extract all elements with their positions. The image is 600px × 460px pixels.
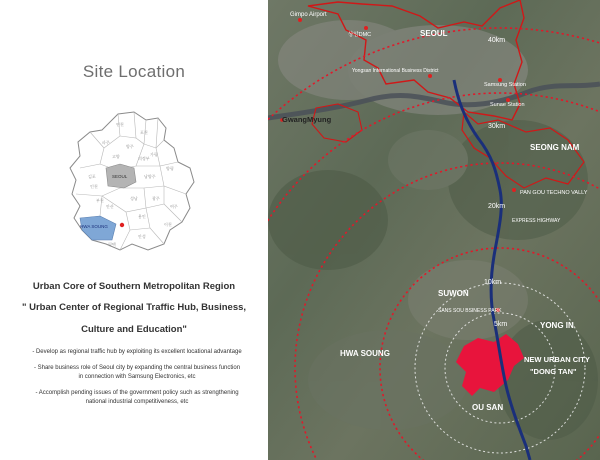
label-ou-san: OU SAN xyxy=(472,403,504,412)
label-samsung-park: SANS SOU BSINESS PARK xyxy=(438,308,502,314)
label-suwon: SUWON xyxy=(438,289,469,298)
label-yong-in: YONG IN xyxy=(540,321,574,330)
label-30km: 30km xyxy=(488,123,506,130)
label-gwangmyung: GwangMyung xyxy=(282,115,332,124)
label-pangyo: PAN GOU TECHNO VALLY xyxy=(520,190,588,196)
label-seong-nam: SEONG NAM xyxy=(530,143,580,152)
bullet-item xyxy=(6,389,268,408)
label-new-city-line2: "DONG TAN" xyxy=(530,367,577,376)
label-yongsan: Yongsan International Business District xyxy=(352,68,439,74)
site-marker xyxy=(120,223,124,227)
svg-text:의정부: 의정부 xyxy=(138,156,150,161)
svg-text:고양: 고양 xyxy=(112,154,120,159)
svg-text:용인: 용인 xyxy=(138,214,146,219)
svg-text:이천: 이천 xyxy=(164,222,172,227)
label-seoul: SEOUL xyxy=(420,29,448,38)
map-canvas xyxy=(268,0,600,460)
svg-text:평택: 평택 xyxy=(108,242,116,247)
svg-text:여주: 여주 xyxy=(170,204,178,209)
bullet-item xyxy=(6,364,268,383)
bullet-line: - Accomplish pending issues of the government policy such as strengthening xyxy=(35,389,239,396)
svg-text:양주: 양주 xyxy=(126,144,134,149)
svg-text:양평: 양평 xyxy=(166,166,174,171)
minimap-seoul-label: SEOUL xyxy=(112,174,128,179)
svg-text:부천: 부천 xyxy=(96,198,104,203)
svg-text:성남: 성남 xyxy=(130,196,138,201)
label-dmc: 상암DMC xyxy=(348,32,372,38)
heading-line-2: " Urban Center of Regional Traffic Hub, Business, xyxy=(21,302,247,313)
label-hwa-soung: HWA SOUNG xyxy=(340,349,390,358)
svg-text:포천: 포천 xyxy=(140,130,148,135)
info-panel xyxy=(0,0,268,460)
svg-text:안성: 안성 xyxy=(138,234,146,239)
bullet-line: - Develop as regional traffic hub by exploiting its excellent locational advantage xyxy=(32,349,242,355)
svg-text:안산: 안산 xyxy=(106,204,114,209)
label-20km: 20km xyxy=(488,203,506,210)
bullet-list xyxy=(6,348,268,414)
province-minimap xyxy=(60,108,200,258)
svg-text:김포: 김포 xyxy=(88,174,96,179)
heading-line-1: Urban Core of Southern Metropolitan Region xyxy=(32,281,236,292)
svg-text:가평: 가평 xyxy=(150,152,158,157)
label-40km: 40km xyxy=(488,37,506,44)
bullet-line: national industrial competitiveness, etc xyxy=(85,399,189,405)
minimap-hwa-soung-label: HWA SOUNG xyxy=(80,224,108,229)
label-10km: 10km xyxy=(484,279,502,286)
bullet-line: - Share business role of Seoul city by expanding the central business function xyxy=(33,364,241,371)
heading-line-3: Culture and Education" xyxy=(81,324,187,335)
label-sunae-station: Sunae Station xyxy=(490,102,525,108)
svg-text:남양주: 남양주 xyxy=(144,174,156,179)
label-5km: 5km xyxy=(494,321,508,328)
bullet-item xyxy=(6,348,268,358)
svg-text:파주: 파주 xyxy=(102,140,110,145)
label-gimpo-airport: Gimpo Airport xyxy=(290,12,327,18)
bullet-line: in connection with Samsung Electronics, etc xyxy=(78,374,196,380)
svg-text:광주: 광주 xyxy=(152,196,160,201)
label-samsung-station: Samsung Station xyxy=(484,82,526,88)
svg-text:인천: 인천 xyxy=(90,184,98,189)
label-new-city-line1: NEW URBAN CITY xyxy=(524,355,590,364)
label-expressway: EXPRESS HIGHWAY xyxy=(512,218,561,224)
svg-text:연천: 연천 xyxy=(116,122,124,127)
page-title: Site Location xyxy=(82,62,186,81)
satellite-map xyxy=(268,0,600,460)
